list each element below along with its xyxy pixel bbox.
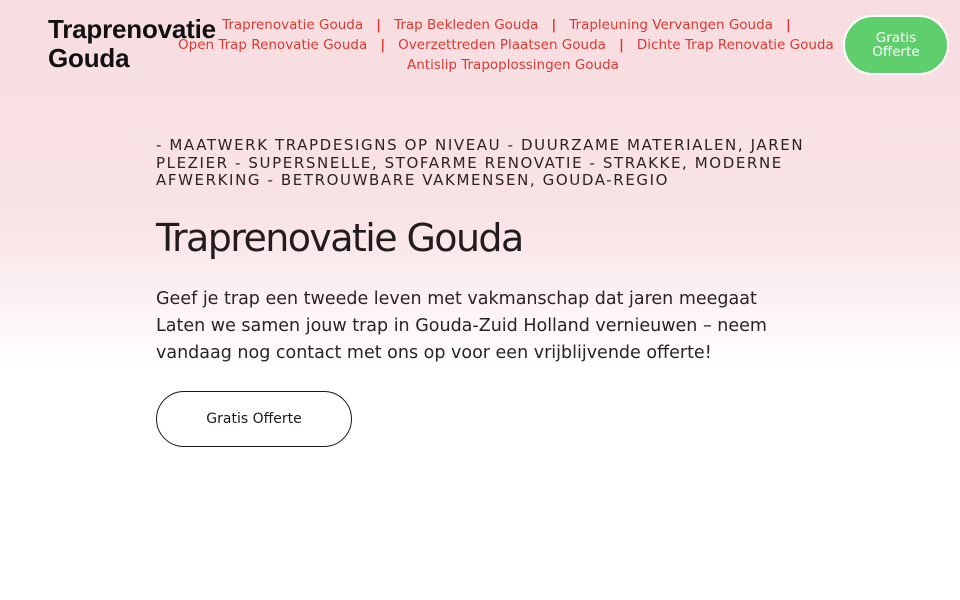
nav-link-dichte-trap[interactable]: Dichte Trap Renovatie Gouda (636, 37, 834, 53)
nav-link-overzettreden[interactable]: Overzettreden Plaatsen Gouda (398, 37, 606, 53)
nav-separator: | (618, 37, 624, 53)
nav-link-trap-bekleden[interactable]: Trap Bekleden Gouda (394, 17, 539, 33)
nav-separator: | (380, 37, 386, 53)
header-quote-label (872, 31, 919, 59)
nav-link-traprenovatie[interactable]: Traprenovatie Gouda (222, 17, 364, 33)
hero-quote-button[interactable] (156, 391, 352, 447)
header-quote-button[interactable] (843, 15, 949, 75)
nav-row-2 (178, 35, 848, 55)
nav-link-antislip[interactable]: Antislip Trapoplossingen Gouda (407, 57, 619, 73)
hero-title: Traprenovatie Gouda (156, 216, 523, 260)
nav-separator: | (551, 17, 557, 33)
nav-row-1 (178, 15, 848, 35)
nav-separator: | (785, 17, 791, 33)
header-quote-line2: Offerte (872, 44, 920, 60)
nav-row-3 (178, 55, 848, 75)
header-quote-line1: Gratis (875, 30, 917, 46)
nav-separator: | (376, 17, 382, 33)
main-navigation (178, 15, 848, 75)
nav-link-trapleuning[interactable]: Trapleuning Vervangen Gouda (569, 17, 773, 33)
hero-description: Geef je trap een tweede leven met vakmanschap dat jaren meegaat Laten we samen jouw trap in Gouda-Zuid Holland vernieuwen – neem vandaag nog contact met ons op voor een vrijblijvende offerte! (156, 289, 767, 363)
hero-tagline: - MAATWERK TRAPDESIGNS OP NIVEAU - DUURZAME MATERIALEN, JAREN PLEZIER - SUPERSNELLE, STOFARME RENOVATIE - STRAKKE, MODERNE AFWERKING - BETROUWBARE VAKMENSEN, GOUDA-REGIO (156, 136, 805, 189)
site-logo[interactable]: Traprenovatie Gouda (48, 14, 216, 73)
nav-link-open-trap[interactable]: Open Trap Renovatie Gouda (178, 37, 368, 53)
hero-quote-label: Gratis Offerte (206, 411, 302, 427)
